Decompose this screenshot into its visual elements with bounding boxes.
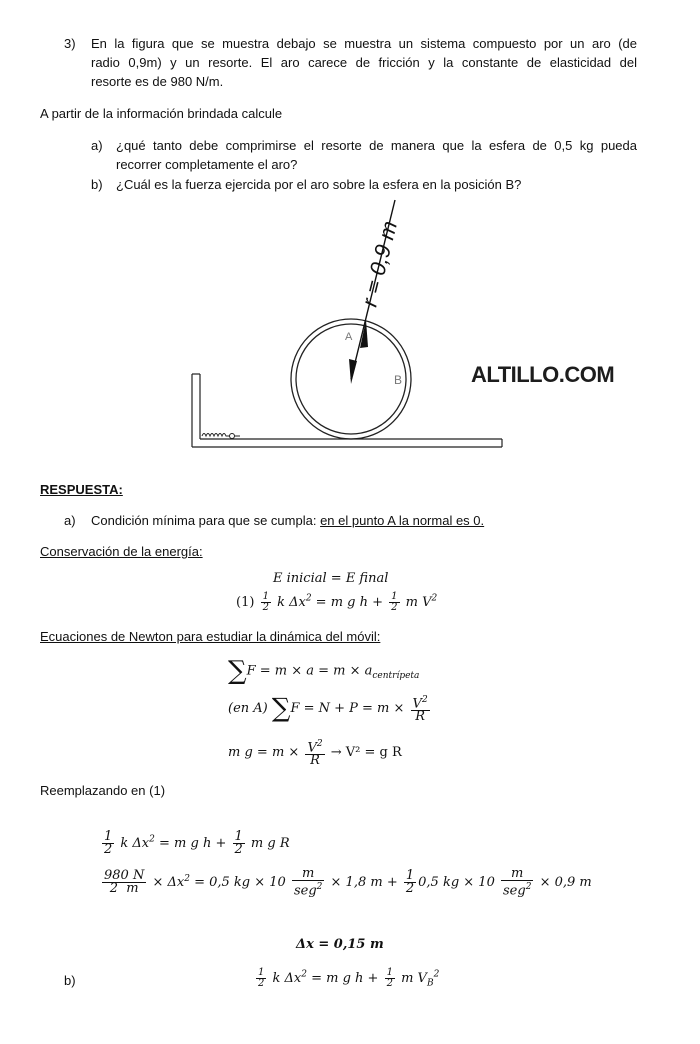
replacing-text: Reemplazando en (1) (40, 783, 166, 798)
newton-eq1-text: F = m × a = m × a (246, 663, 373, 679)
energy-equation-1: E inicial = E final (273, 571, 389, 586)
answer-a-label: a) (64, 513, 76, 528)
radius-arrow-lower (349, 359, 357, 384)
substitution-equation-2: $\frac{980 N}{2 m}$ × $\Delta x^2 = 0,5$ kg × 10 $\frac{m}{seg^2}$ × 1,8 m + $\frac{1}{2}$ 0,5 kg × 10 $\frac{m}{seg^2}$ × 0,9 m (104, 866, 592, 899)
condition-text: Condición mínima para que se cumpla: (91, 513, 317, 528)
newton-eq2-text: F = N + P = m × (290, 701, 405, 717)
newton-heading: Ecuaciones de Newton para estudiar la dinámica del móvil: (40, 629, 381, 644)
newton-equation-1: $\sum F = m \times a = m \times a_{centrípeta}$ (228, 656, 420, 686)
point-b-label: B (394, 373, 403, 387)
newton-eq3-result: → V² = g R (330, 745, 402, 761)
question-a-line-1: ¿qué tanto debe comprimirse el resorte de manera que la esfera de 0,5 kg pueda (116, 138, 637, 153)
substitution-values-4: × 0,9 m (539, 875, 592, 891)
intro-text: A partir de la información brindada calcule (40, 106, 283, 121)
question-b-text: ¿Cuál es la fuerza ejercida por el aro sobre la esfera en la posición B? (116, 177, 522, 192)
question-a-line-2: recorrer completamente el aro? (116, 157, 298, 172)
watermark: ALTILLO.COM (471, 362, 615, 387)
newton-eq1-subscript: centrípeta (372, 671, 420, 682)
substitution-values-3: 0,5 kg × 10 (418, 875, 495, 891)
point-a-label: A (345, 331, 353, 343)
sphere (230, 434, 235, 439)
question-a-label: a) (91, 138, 103, 153)
answer-b-label: b) (64, 973, 76, 988)
substitution-values: = 0,5 kg × 10 (194, 875, 286, 891)
condition-row (91, 512, 484, 529)
question-b-label: b) (91, 177, 103, 192)
newton-equation-2: (en A) ∑F = N + P = m × $\frac{V^2}{R}$ (228, 693, 428, 725)
result: Δx = 0,15 m (296, 937, 384, 952)
statement-line-3: resorte es de 980 N/m. (91, 74, 224, 89)
energy-heading: Conservación de la energía: (40, 544, 203, 559)
energy-equation-2: (1) $\frac{1}{2}$ k $\Delta x^2 = m$ g h + $\frac{1}{2}$ m $V^2$ (236, 591, 438, 613)
radius-label: r = 0,9 m (356, 218, 403, 310)
statement-line-1: En la figura que se muestra debajo se muestra un sistema compuesto por un aro (de (91, 36, 637, 51)
statement-line-2: radio 0,9m) y un resorte. El aro carece de fricción y la constante de elasticidad del (91, 55, 637, 70)
answer-heading: RESPUESTA: (40, 482, 123, 497)
problem-number: 3) (64, 36, 76, 51)
substitution-equation-1: $\frac{1}{2}$ k $\Delta x^2 = m$ g h + $\frac{1}{2}$ m g R (104, 829, 290, 857)
hoop-spring-figure (180, 196, 510, 456)
equation-number: (1) (236, 595, 255, 610)
substitution-values-2: × 1,8 m + (330, 875, 398, 891)
newton-equation-3: m g = m × $\frac{V^2}{R}$ → V² = g R (228, 739, 402, 769)
condition-underlined: en el punto A la normal es 0. (320, 513, 485, 528)
spring (202, 434, 230, 437)
newton-eq2-prefix: (en A) (228, 701, 268, 717)
part-b-equation: $\frac{1}{2}$ k $\Delta x^2 = m$ g h + $\frac{1}{2}$ m $V_B^2$ (258, 967, 440, 989)
